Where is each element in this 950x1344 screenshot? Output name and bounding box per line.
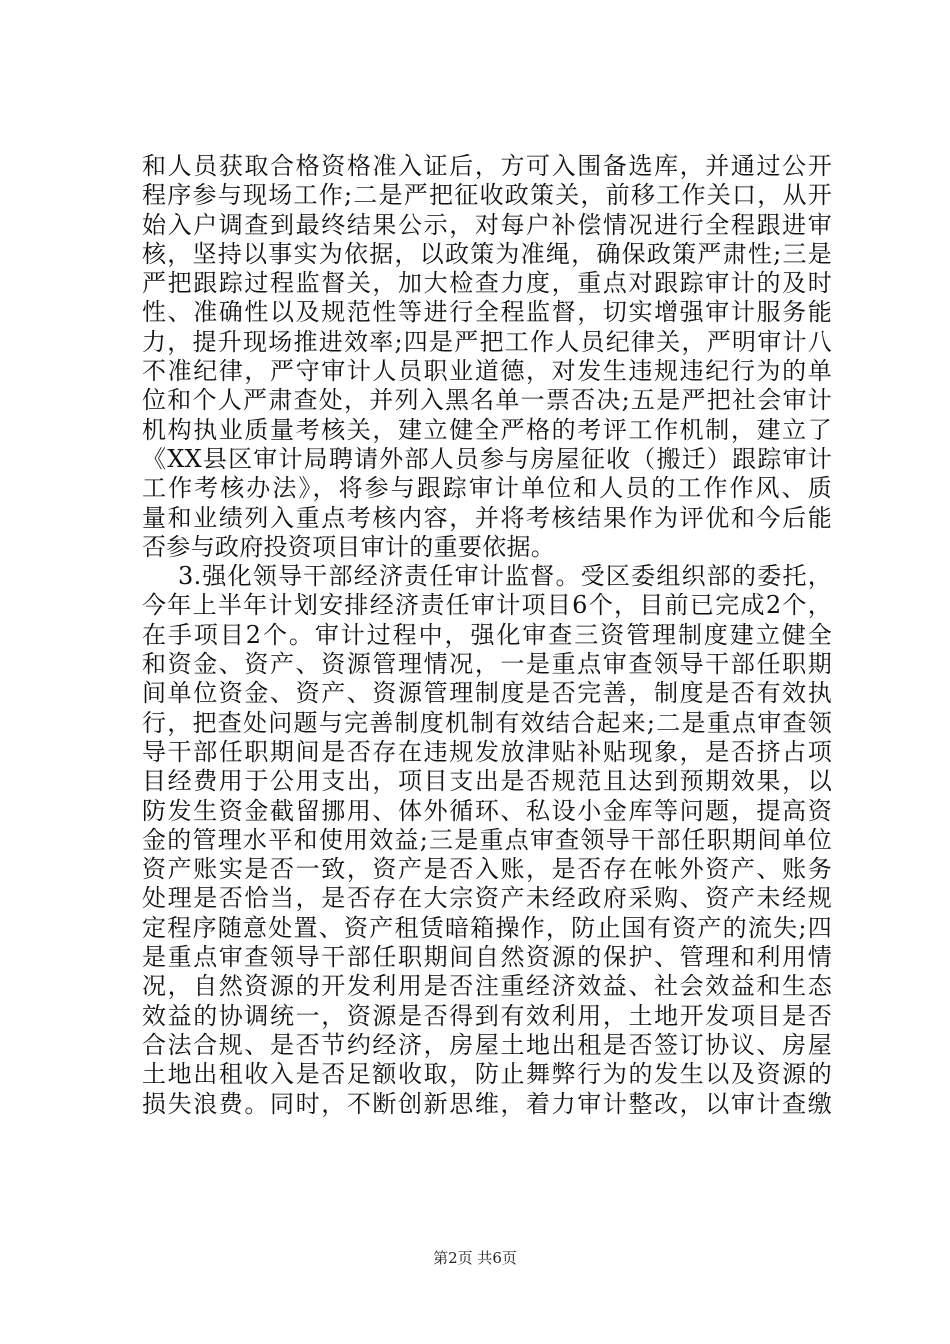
text-line: 位和个人严肃查处，并列入黑名单一票否决;五是严把社会审计	[142, 386, 832, 415]
text-line: 和人员获取合格资格准入证后，方可入围备选库，并通过公开	[142, 152, 832, 180]
page-number-footer: 第2页 共6页	[433, 1249, 517, 1267]
text-line: 工作考核办法》，将参与跟踪审计单位和人员的工作作风、质	[142, 474, 832, 503]
text-line: 处理是否恰当，是否存在大宗资产未经政府采购、资产未经规	[142, 884, 832, 913]
text-line: 力，提升现场推进效率;四是严把工作人员纪律关，严明审计八	[142, 327, 832, 356]
text-line: 是重点审查领导干部任职期间自然资源的保护、管理和利用情	[142, 943, 832, 972]
text-line: 始入户调查到最终结果公示，对每户补偿情况进行全程跟进审	[142, 210, 832, 239]
paragraph-end-line: 否参与政府投资项目审计的重要依据。	[142, 532, 556, 561]
text-line: 导干部任职期间是否存在违规发放津贴补贴现象，是否挤占项	[142, 737, 832, 766]
text-line: 量和业绩列入重点考核内容，并将考核结果作为评优和今后能	[142, 503, 832, 532]
text-line: 核，坚持以事实为依据，以政策为准绳，确保政策严肃性;三是	[142, 239, 832, 268]
text-line: 损失浪费。同时，不断创新思维，着力审计整改，以审计查缴	[142, 1089, 832, 1118]
text-line: 定程序随意处置、资产租赁暗箱操作，防止国有资产的流失;四	[142, 913, 832, 942]
text-line: 金的管理水平和使用效益;三是重点审查领导干部任职期间单位	[142, 825, 832, 854]
text-line: 目经费用于公用支出，项目支出是否规范且达到预期效果，以	[142, 767, 832, 796]
text-line: 不准纪律，严守审计人员职业道德，对发生违规违纪行为的单	[142, 357, 832, 386]
text-line: 况，自然资源的开发利用是否注重经济效益、社会效益和生态	[142, 972, 832, 1001]
text-line: 和资金、资产、资源管理情况，一是重点审查领导干部任职期	[142, 650, 832, 679]
document-body	[142, 152, 832, 1119]
text-line: 性、准确性以及规范性等进行全程监督，切实增强审计服务能	[142, 298, 832, 327]
text-line: 今年上半年计划安排经济责任审计项目6个，目前已完成2个，	[142, 591, 832, 620]
text-line: 防发生资金截留挪用、体外循环、私设小金库等问题，提高资	[142, 796, 832, 825]
text-line: 机构执业质量考核关，建立健全严格的考评工作机制，建立了	[142, 415, 832, 444]
paragraph-start-line: 3.强化领导干部经济责任审计监督。受区委组织部的委托，	[178, 562, 832, 591]
text-line: 程序参与现场工作;二是严把征收政策关，前移工作关口，从开	[142, 181, 832, 210]
text-line: 资产账实是否一致，资产是否入账，是否存在帐外资产、账务	[142, 855, 832, 884]
text-line: 在手项目2个。审计过程中，强化审查三资管理制度建立健全	[142, 620, 832, 649]
text-line: 效益的协调统一，资源是否得到有效利用，土地开发项目是否	[142, 1001, 832, 1030]
text-line: 严把跟踪过程监督关，加大检查力度，重点对跟踪审计的及时	[142, 269, 832, 298]
text-line: 间单位资金、资产、资源管理制度是否完善，制度是否有效执	[142, 679, 832, 708]
text-line: 土地出租收入是否足额收取，防止舞弊行为的发生以及资源的	[142, 1060, 832, 1089]
text-line: 《XX县区审计局聘请外部人员参与房屋征收（搬迁）跟踪审计	[142, 444, 832, 473]
text-line: 行，把查处问题与完善制度机制有效结合起来;二是重点审查领	[142, 708, 832, 737]
text-line: 合法合规、是否节约经济，房屋土地出租是否签订协议、房屋	[142, 1030, 832, 1059]
